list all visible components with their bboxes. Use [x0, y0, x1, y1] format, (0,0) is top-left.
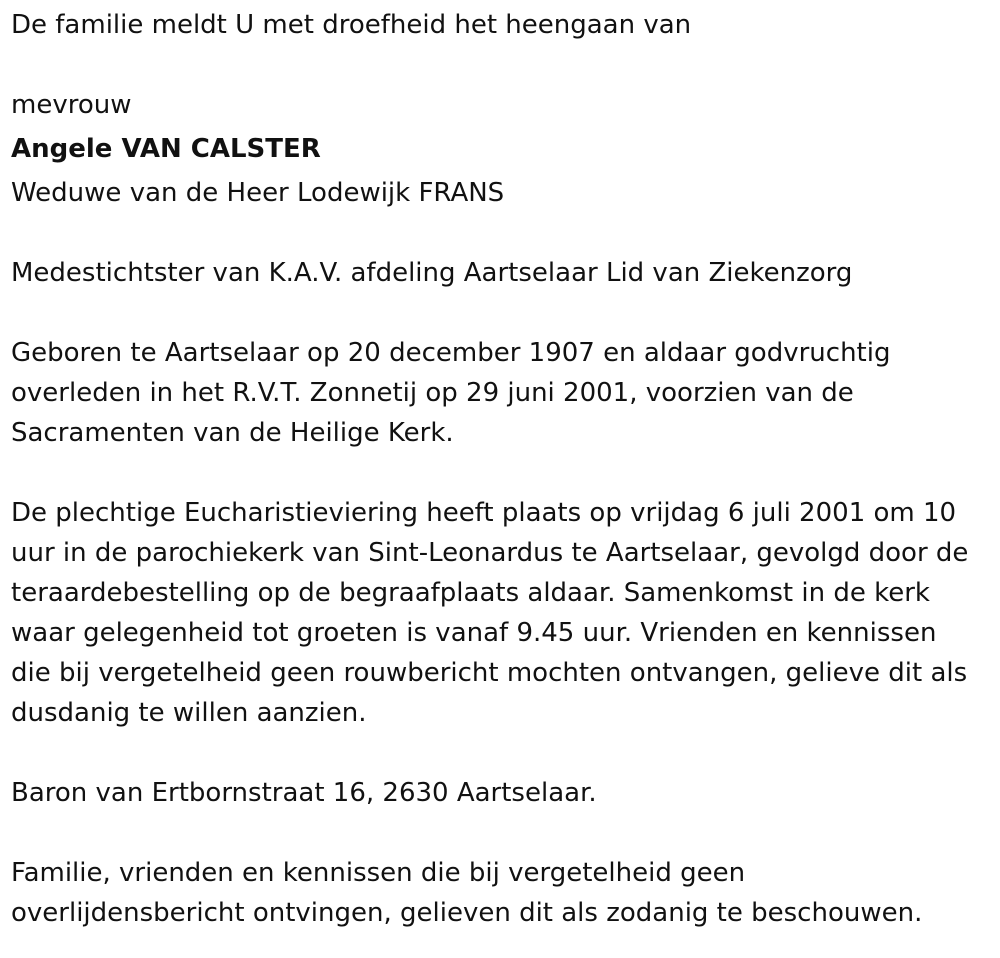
closing-paragraph [11, 853, 996, 933]
paragraph-line: uur in de parochiekerk van Sint-Leonardus te Aartselaar, gevolgd door de [11, 538, 969, 568]
paragraph-line: Familie, vrienden en kennissen die bij vergetelheid geen [11, 858, 746, 888]
paragraph-line: overlijdensbericht ontvingen, gelieven dit als zodanig te beschouwen. [11, 898, 923, 928]
obituary-notice [11, 5, 996, 933]
honorific: mevrouw [11, 90, 132, 120]
paragraph-line: dusdanig te willen aanzien. [11, 698, 367, 728]
spouse-relation: Weduwe van de Heer Lodewijk FRANS [11, 178, 505, 208]
address-paragraph [11, 773, 996, 813]
paragraph-line: die bij vergetelheid geen rouwbericht mochten ontvangen, gelieve dit als [11, 658, 968, 688]
paragraph-line: teraardebestelling op de begraafplaats aldaar. Samenkomst in de kerk [11, 578, 930, 608]
address-line: Baron van Ertbornstraat 16, 2630 Aartselaar. [11, 778, 597, 808]
paragraph-line: waar gelegenheid tot groeten is vanaf 9.45 uur. Vrienden en kennissen [11, 618, 937, 648]
paragraph-line: Sacramenten van de Heilige Kerk. [11, 418, 454, 448]
intro-text: De familie meldt U met droefheid het heengaan van [11, 10, 692, 40]
membership-paragraph [11, 253, 996, 293]
paragraph-line: overleden in het R.V.T. Zonnetij op 29 juni 2001, voorzien van de [11, 378, 854, 408]
paragraph-line: Geboren te Aartselaar op 20 december 1907 en aldaar godvruchtig [11, 338, 891, 368]
paragraph-line: De plechtige Eucharistieviering heeft plaats op vrijdag 6 juli 2001 om 10 [11, 498, 957, 528]
birth-death-paragraph [11, 333, 996, 453]
membership-line: Medestichtster van K.A.V. afdeling Aartselaar Lid van Ziekenzorg [11, 258, 853, 288]
ceremony-paragraph [11, 493, 996, 733]
deceased-name: Angele VAN CALSTER [11, 134, 321, 164]
